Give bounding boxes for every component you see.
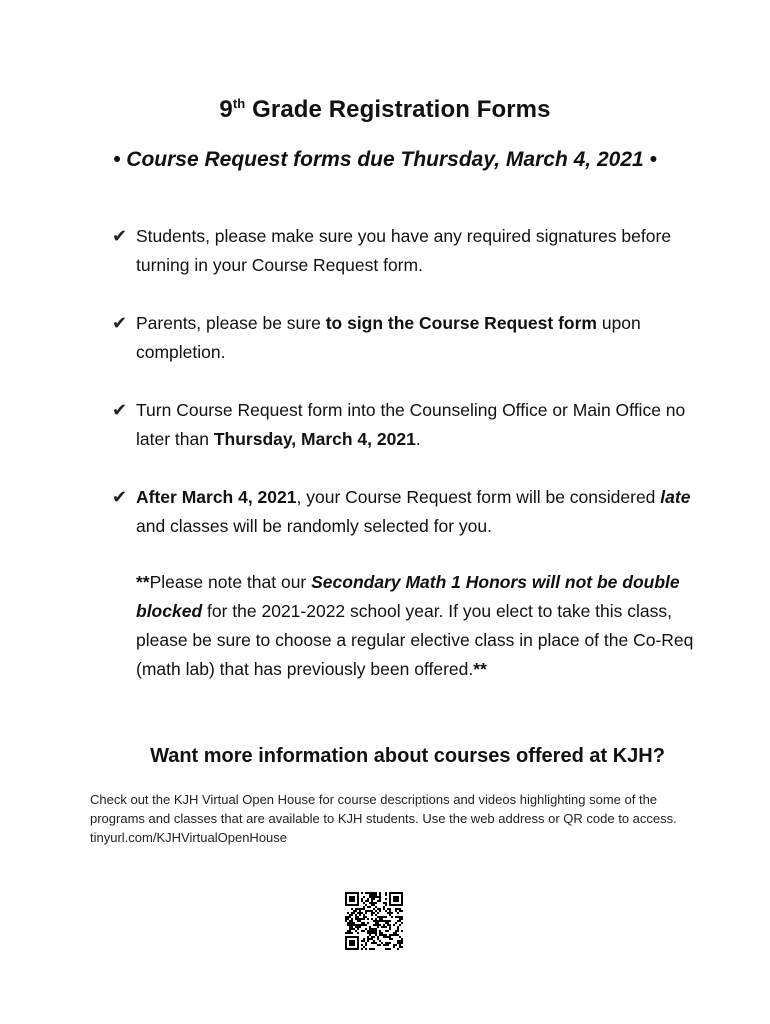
checkmark-icon: ✔ — [112, 226, 128, 246]
checklist-item-parents — [112, 309, 702, 367]
checklist-item-text: Students, please make sure you have any required signatures before turning in your Course Request form. — [136, 226, 672, 275]
due-date-line: • Course Request forms due Thursday, March 4, 2021 • — [113, 148, 657, 171]
title-superscript: th — [232, 96, 246, 111]
checklist-item-text: After March 4, 2021, your Course Request form will be considered late and classes will be randomly selected for you. — [136, 487, 691, 536]
more-info-heading: Want more information about courses offered at KJH? — [150, 745, 665, 767]
title-part-a: 9 — [219, 96, 233, 123]
checkmark-icon: ✔ — [112, 400, 128, 420]
checkmark-icon: ✔ — [112, 313, 128, 333]
checklist-item-turn-in — [112, 396, 702, 454]
checklist-item-students — [112, 222, 702, 280]
page-title — [0, 96, 770, 124]
checklist-item-text: Turn Course Request form into the Counseling Office or Main Office no later than Thursday, March 4, 2021. — [136, 400, 686, 449]
checklist-item-text: Parents, please be sure to sign the Course Request form upon completion. — [136, 313, 641, 362]
checkmark-icon: ✔ — [112, 487, 128, 507]
qr-code-icon[interactable] — [345, 892, 403, 950]
math-honors-note: **Please note that our Secondary Math 1 Honors will not be double blocked for the 2021-2022 school year. If you elect to take this class, please be sure to choose a regular elective class in place of the Co-Req (math lab) that has previously been offered.** — [136, 572, 694, 679]
more-info-body: Check out the KJH Virtual Open House for course descriptions and videos highlighting some of the programs and classes that are available to KJH students. Use the web address or QR code to access. tinyurl.com/KJHVirtualOpenHouse — [90, 792, 677, 845]
title-part-b: Grade Registration Forms — [245, 96, 551, 123]
checklist-item-late — [112, 483, 702, 541]
